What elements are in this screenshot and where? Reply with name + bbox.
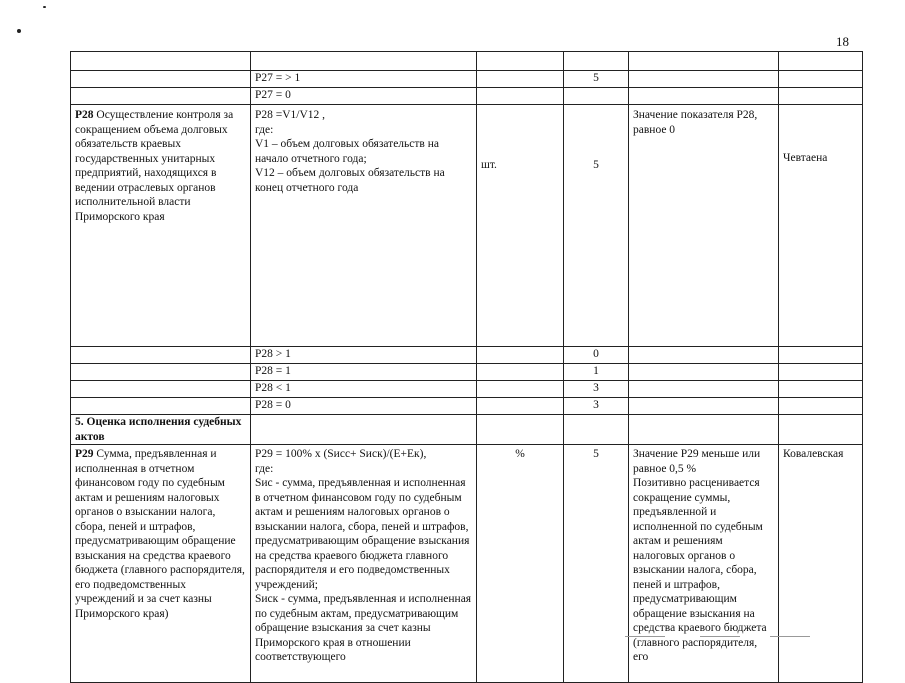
weight-text: 5 [593, 448, 599, 460]
cell-target-p28 [629, 105, 779, 347]
unit-text: шт. [481, 159, 497, 171]
cell-weight [564, 52, 629, 71]
cell-unit [477, 398, 564, 415]
scan-speck [43, 6, 46, 8]
cell-indicator [71, 364, 251, 381]
cell-indicator [71, 71, 251, 88]
cell-formula: Р27 = 0 [251, 88, 477, 105]
indicator-name: Осуществление контроля за сокращением объема долговых обязательств краевых государственных унитарных предприятий, находящихся в ведении отраслевых органов исполнительной власти Приморского края [75, 109, 234, 223]
table-row [71, 347, 863, 364]
cell-target [629, 347, 779, 364]
cell-indicator [71, 52, 251, 71]
cell-target-p29 [629, 445, 779, 683]
weight-text: 5 [593, 159, 599, 171]
cell-formula: Р27 = > 1 [251, 71, 477, 88]
cell-formula-p28 [251, 105, 477, 347]
cell-formula [251, 52, 477, 71]
cell-indicator [71, 347, 251, 364]
cell-score: 3 [564, 398, 629, 415]
cell-responsible [779, 415, 863, 445]
target-text: Значение Р29 меньше или равное 0,5 % Позитивно расценивается сокращение суммы, предъявленной и исполненной по судебным актам и решениям налоговых органов о взыскании налога, сбора, пеней и штрафов, предусматривающим обращение взыскания на средства краевого бюджета (главного распорядителя, его [633, 448, 767, 663]
cell-target [629, 364, 779, 381]
unit-text: % [515, 448, 525, 460]
page-number: 18 [836, 34, 849, 49]
scan-line [770, 636, 810, 637]
table-row [71, 364, 863, 381]
cell-weight [564, 88, 629, 105]
cell-target [629, 88, 779, 105]
cell-formula-p29 [251, 445, 477, 683]
cell-unit [477, 71, 564, 88]
cell-indicator-p29 [71, 445, 251, 683]
cell-unit [477, 88, 564, 105]
cell-unit [477, 364, 564, 381]
cell-indicator [71, 88, 251, 105]
table-row-p29 [71, 445, 863, 683]
indicators-table [70, 51, 863, 683]
target-text: Значение показателя Р28, равное 0 [633, 109, 758, 136]
cell-target [629, 398, 779, 415]
section-row [71, 415, 863, 445]
cell-responsible-p28 [779, 105, 863, 347]
responsible-text: Ковалевская [783, 448, 844, 460]
cell-condition: Р28 = 0 [251, 398, 477, 415]
cell-responsible-p29 [779, 445, 863, 683]
formula-text: Р29 = 100% x (Sисс+ Sиск)/(Е+Ек), где: Sис - сумма, предъявленная и исполненная в отчетном финансовом году по судебным актам и решениям налоговых органов о взыскании налога, сбора, пеней и штрафов, предусматривающим обращение взыскания на средства краевого бюджета главного распорядителя и его подведомственных учреждений; Sиск - сумма, предъявленная и исполненная по судебным актам, предусматривающим обращение взыскания за счет казны Приморского края в отношении соответствующего [255, 448, 472, 663]
cell-target [629, 381, 779, 398]
cell-formula [251, 415, 477, 445]
cell-target [629, 52, 779, 71]
table-row [71, 52, 863, 71]
cell-condition: Р28 < 1 [251, 381, 477, 398]
cell-responsible [779, 364, 863, 381]
cell-indicator [71, 381, 251, 398]
cell-weight-p28 [564, 105, 629, 347]
cell-responsible [779, 381, 863, 398]
cell-unit [477, 415, 564, 445]
scan-line [625, 636, 665, 637]
cell-responsible [779, 398, 863, 415]
table-row-p28 [71, 105, 863, 347]
cell-responsible [779, 347, 863, 364]
cell-condition: Р28 > 1 [251, 347, 477, 364]
cell-condition: Р28 = 1 [251, 364, 477, 381]
section-title: 5. Оценка исполнения судебных актов [71, 415, 251, 445]
indicator-name: Сумма, предъявленная и исполненная в отчетном финансовом году по судебным актам и решениям налоговых органов о взыскании налога, сбора, пеней и штрафов, предусматривающим обращение взыскания на средства краевого бюджета (главного распорядителя, его подведомственных учреждений и за счет казны Приморского края) [75, 448, 245, 620]
cell-weight: 5 [564, 71, 629, 88]
cell-indicator [71, 398, 251, 415]
cell-target [629, 415, 779, 445]
cell-score: 1 [564, 364, 629, 381]
cell-weight-p29 [564, 445, 629, 683]
cell-target [629, 71, 779, 88]
table-row [71, 88, 863, 105]
responsible-text: Чевтаена [783, 152, 828, 164]
cell-indicator-p28 [71, 105, 251, 347]
cell-unit [477, 381, 564, 398]
cell-score: 0 [564, 347, 629, 364]
indicator-code: Р29 [75, 448, 94, 460]
table-row [71, 381, 863, 398]
cell-unit [477, 52, 564, 71]
cell-responsible [779, 52, 863, 71]
scan-line [700, 636, 740, 637]
cell-responsible [779, 88, 863, 105]
formula-text: Р28 =V1/V12 , где: V1 – объем долговых обязательств на начало отчетного года; V12 – объем долговых обязательств на конец отчетного года [255, 109, 445, 194]
cell-score: 3 [564, 381, 629, 398]
cell-unit-p28 [477, 105, 564, 347]
scan-dot [17, 29, 21, 33]
table-row [71, 398, 863, 415]
cell-unit [477, 347, 564, 364]
indicator-code: Р28 [75, 109, 94, 121]
cell-unit-p29 [477, 445, 564, 683]
table-row [71, 71, 863, 88]
cell-responsible [779, 71, 863, 88]
cell-weight [564, 415, 629, 445]
